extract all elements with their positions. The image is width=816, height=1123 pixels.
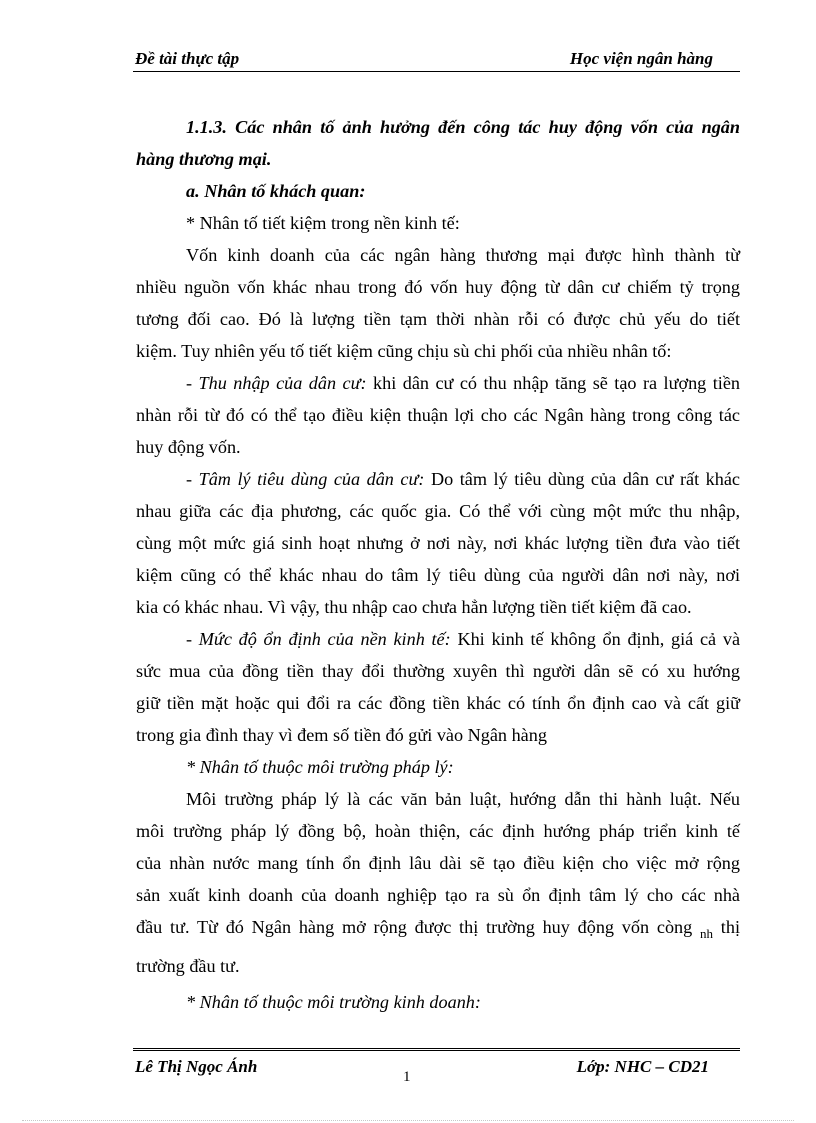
- text-line: kia có khác nhau. Vì vậy, thu nhập cao chưa hẳn lượng tiền tiết kiệm đã cao.: [136, 597, 692, 617]
- document-body: [136, 111, 740, 1018]
- text-span: khi dân cư có thu nhập tăng sẽ tạo ra lượng tiền: [373, 373, 741, 393]
- text-span: Do tâm lý tiêu dùng của dân cư rất khác: [431, 469, 740, 489]
- text-line: Vốn kinh doanh của các ngân hàng thương mại được hình thành từ: [186, 245, 740, 265]
- item-savings-heading: * Nhân tố tiết kiệm trong nền kinh tế:: [186, 213, 460, 233]
- text-line: [136, 911, 740, 950]
- text-line: Môi trường pháp lý là các văn bản luật, hướng dẫn thi hành luật. Nếu: [186, 789, 740, 809]
- item-business-heading: * Nhân tố thuộc môi trường kinh doanh:: [186, 992, 481, 1012]
- paragraph-legal: [136, 783, 740, 982]
- header-left-title: Đề tài thực tập: [135, 49, 240, 68]
- text-line: nhau giữa các địa phương, các quốc gia. Có thể với cùng một mức thu nhập,: [136, 501, 740, 521]
- text-line: tương đối cao. Đó là lượng tiền tạm thời nhàn rỗi có được chủ yếu do tiết: [136, 309, 740, 329]
- text-line: cùng một mức giá sinh hoạt nhưng ở nơi này, nơi khác lượng tiền đưa vào tiết: [136, 533, 740, 553]
- text-line: sản xuất kinh doanh của doanh nghiệp tạo ra sù ổn định tâm lý cho các nhà: [136, 885, 740, 905]
- text-line: kiệm. Tuy nhiên yếu tố tiết kiệm cũng chịu sù chi phối của nhiều nhân tố:: [136, 341, 672, 361]
- text-line: của nhàn nước mang tính ổn định lâu dài sẽ tạo điều kiện cho việc mở rộng: [136, 853, 740, 873]
- text-line: sức mua của đồng tiền thay đổi thường xuyên thì người dân sẽ có xu hướng: [136, 661, 740, 681]
- text-line: giữ tiền mặt hoặc qui đổi ra các đồng tiền khác có tính ổn định cao và cất giữ: [136, 693, 740, 713]
- bullet-label-stability: - Mức độ ổn định của nền kinh tế:: [186, 629, 451, 649]
- text-line: [136, 463, 740, 495]
- text-line: trong gia đình thay vì đem số tiền đó gửi vào Ngân hàng: [136, 725, 547, 745]
- text-line: [136, 623, 740, 655]
- text-line: trường đầu tư.: [136, 956, 240, 976]
- text-line: [136, 367, 740, 399]
- subheading-objective-factors: a. Nhân tố khách quan:: [186, 181, 366, 201]
- paragraph-consumption: [136, 463, 740, 623]
- text-span: thị: [720, 917, 740, 937]
- text-line: kiệm cũng có thể khác nhau do tâm lý tiêu dùng của người dân nơi này, nơi: [136, 565, 740, 585]
- text-line: môi trường pháp lý đồng bộ, hoàn thiện, các định hướng pháp triển kinh tế: [136, 821, 740, 841]
- paragraph-stability: [136, 623, 740, 751]
- item-legal-heading: * Nhân tố thuộc môi trường pháp lý:: [186, 757, 454, 777]
- header-right-title: Học viện ngân hàng: [569, 49, 713, 68]
- paragraph-savings: [136, 239, 740, 367]
- footer-class: Lớp: NHC – CD21: [576, 1057, 709, 1076]
- text-line: nhàn rỗi từ đó có thể tạo điều kiện thuận lợi cho các Ngân hàng trong công tác: [136, 405, 740, 425]
- section-title-line-1: 1.1.3. Các nhân tố ảnh hưởng đến công tác huy động vốn của ngân: [186, 117, 740, 137]
- page-number: 1: [403, 1069, 411, 1085]
- section-title-line-2: hàng thương mại.: [136, 149, 272, 169]
- bullet-label-consumption: - Tâm lý tiêu dùng của dân cư:: [186, 469, 425, 489]
- bullet-label-income: - Thu nhập của dân cư:: [186, 373, 367, 393]
- text-span: Khi kinh tế không ổn định, giá cả và: [457, 629, 741, 649]
- page-header: [133, 49, 740, 72]
- page-edge-divider: [22, 1120, 794, 1121]
- text-line: nhiều nguồn vốn khác nhau trong đó vốn huy động từ dân cư chiếm tỷ trọng: [136, 277, 740, 297]
- stray-small-text: nh: [700, 926, 714, 941]
- text-line: huy động vốn.: [136, 437, 241, 457]
- text-span: đầu tư. Từ đó Ngân hàng mở rộng được thị trường huy động vốn còng: [136, 917, 693, 937]
- page-footer: [133, 1048, 740, 1091]
- paragraph-income: [136, 367, 740, 463]
- footer-author: Lê Thị Ngọc Ánh: [135, 1057, 258, 1076]
